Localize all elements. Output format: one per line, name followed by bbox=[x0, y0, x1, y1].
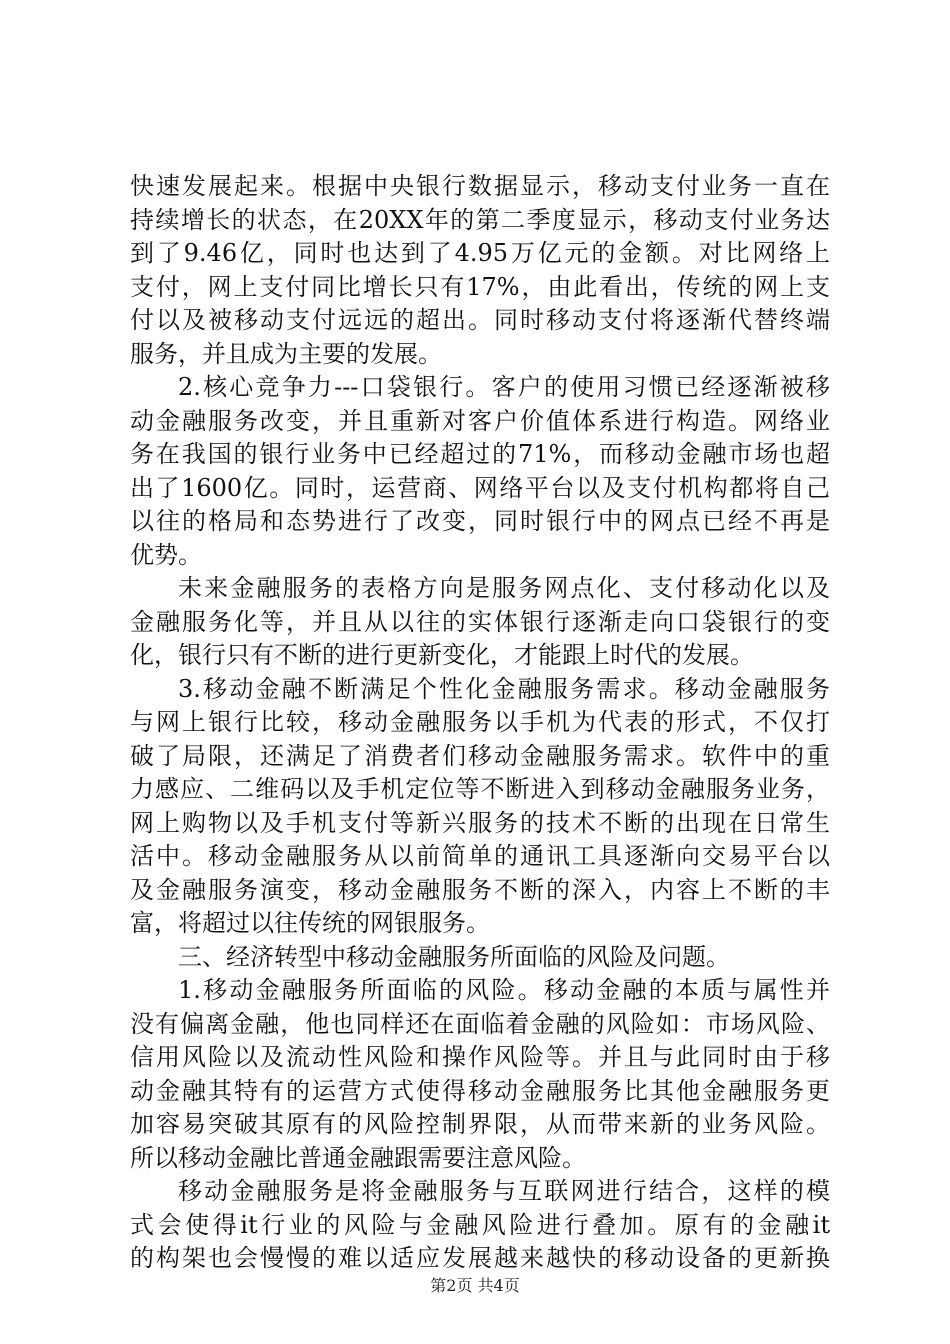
text-line: 三、经济转型中移动金融服务所面临的风险及问题。 bbox=[178, 942, 730, 971]
text-line: 及金融服务演变，移动金融服务不断的深入，内容上不断的丰 bbox=[130, 875, 830, 904]
text-line: 务在我国的银行业务中已经超过的71%，而移动金融市场也超 bbox=[130, 440, 830, 468]
text-line: 加容易突破其原有的风险控制界限，从而带来新的业务风险。 bbox=[130, 1110, 830, 1138]
text-line: 未来金融服务的表格方向是服务网点化、支付移动化以及 bbox=[178, 574, 830, 602]
page-footer: 第2页 共4页 bbox=[430, 1276, 520, 1295]
text-line: 没有偏离金融，他也同样还在面临着金融的风险如：市场风险、 bbox=[130, 1009, 830, 1038]
document-body bbox=[130, 170, 830, 1276]
text-line: 移动金融服务是将金融服务与互联网进行结合，这样的模 bbox=[178, 1177, 830, 1205]
text-line: 3.移动金融不断满足个性化金融服务需求。移动金融服务 bbox=[178, 674, 830, 703]
text-line: 金融服务化等，并且从以往的实体银行逐渐走向口袋银行的变 bbox=[130, 607, 830, 636]
text-line: 力感应、二维码以及手机定位等不断进入到移动金融服务业务， bbox=[130, 775, 830, 803]
text-line: 1.移动金融服务所面临的风险。移动金融的本质与属性并 bbox=[178, 976, 830, 1004]
text-line: 支付，网上支付同比增长只有17%，由此看出，传统的网上支 bbox=[130, 272, 830, 301]
text-line: 网上购物以及手机支付等新兴服务的技术不断的出现在日常生 bbox=[130, 808, 830, 837]
text-line: 2.核心竞争力---口袋银行。客户的使用习惯已经逐渐被移 bbox=[178, 373, 830, 401]
text-line: 优势。 bbox=[130, 540, 202, 569]
text-line: 服务，并且成为主要的发展。 bbox=[130, 339, 442, 368]
text-line: 动金融服务改变，并且重新对客户价值体系进行构造。网络业 bbox=[130, 406, 830, 435]
text-line: 到了9.46亿，同时也达到了4.95万亿元的金额。对比网络上 bbox=[130, 239, 830, 267]
text-line: 信用风险以及流动性风险和操作风险等。并且与此同时由于移 bbox=[130, 1043, 830, 1071]
text-line: 富，将超过以往传统的网银服务。 bbox=[130, 909, 490, 937]
text-line: 化，银行只有不断的进行更新变化，才能跟上时代的发展。 bbox=[130, 641, 754, 669]
text-line: 活中。移动金融服务从以前简单的通讯工具逐渐向交易平台以 bbox=[130, 842, 830, 870]
text-line: 破了局限，还满足了消费者们移动金融服务需求。软件中的重 bbox=[130, 741, 830, 770]
text-line: 以往的格局和态势进行了改变，同时银行中的网点已经不再是 bbox=[130, 507, 830, 535]
text-line: 出了1600亿。同时，运营商、网络平台以及支付机构都将自己 bbox=[130, 473, 830, 502]
text-line: 付以及被移动支付远远的超出。同时移动支付将逐渐代替终端 bbox=[130, 306, 830, 334]
text-line: 与网上银行比较，移动金融服务以手机为代表的形式，不仅打 bbox=[130, 708, 830, 736]
text-line: 快速发展起来。根据中央银行数据显示，移动支付业务一直在 bbox=[130, 172, 830, 200]
text-line: 动金融其特有的运营方式使得移动金融服务比其他金融服务更 bbox=[130, 1076, 830, 1105]
text-line: 式会使得it行业的风险与金融风险进行叠加。原有的金融it bbox=[130, 1210, 830, 1239]
text-line: 持续增长的状态，在20XX年的第二季度显示，移动支付业务达 bbox=[130, 205, 830, 234]
text-line: 所以移动金融比普通金融跟需要注意风险。 bbox=[130, 1143, 586, 1172]
text-line: 的构架也会慢慢的难以适应发展越来越快的移动设备的更新换 bbox=[130, 1244, 830, 1272]
